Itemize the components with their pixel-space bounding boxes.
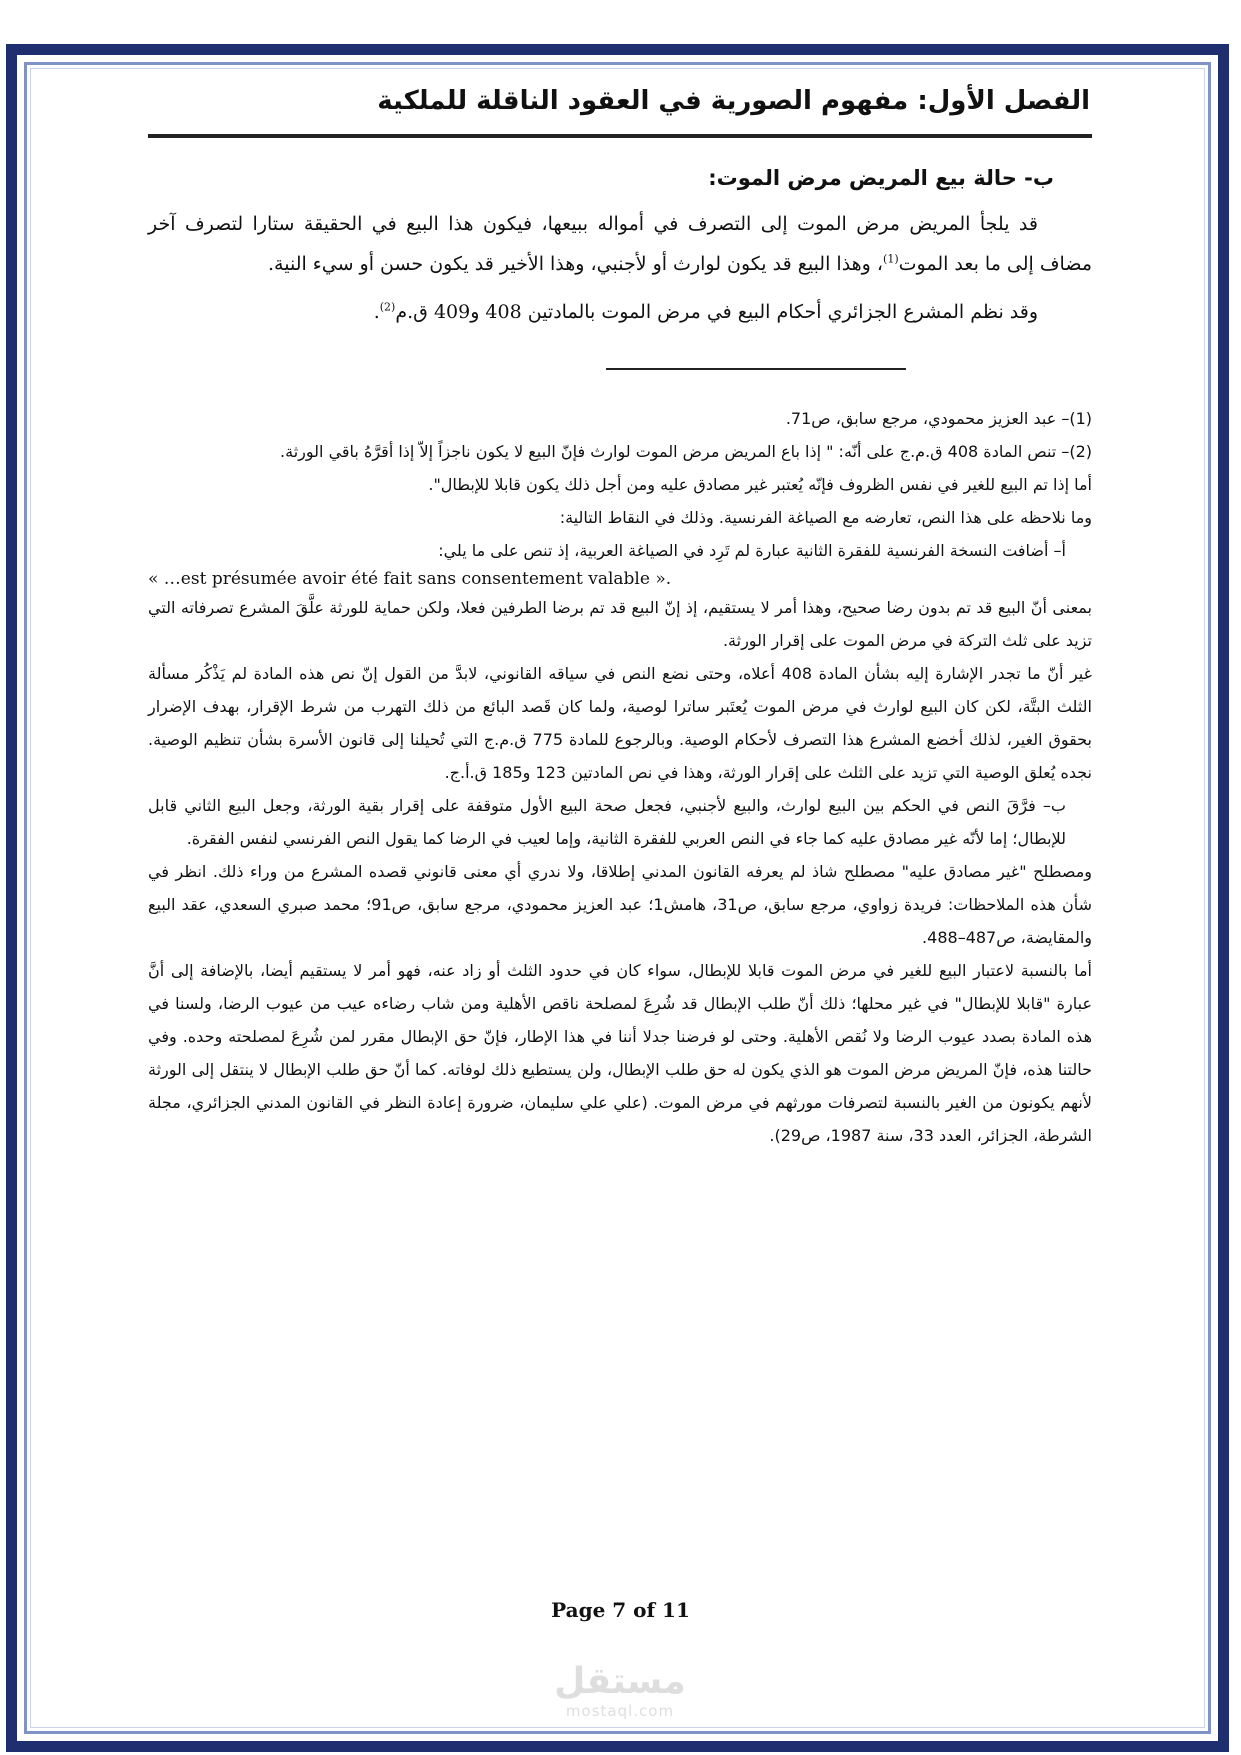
chapter-header: الفصل الأول: مفهوم الصورية في العقود الناقلة للملكية: [377, 86, 1090, 116]
section-title: ب- حالة بيع المريض مرض الموت:: [708, 166, 1054, 190]
footnote-separator: [606, 368, 906, 370]
page-content: [148, 70, 1092, 1152]
footnote-explanation: بمعنى أنّ البيع قد تم بدون رضا صحيح، وهذا أمر لا يستقيم، إذ إنّ البيع قد تم برضا الطرفين فعلا، ولكن حماية للورثة علَّقَ المشرع تصرفاته التي تزيد على ثلث التركة في مرض الموت على إقرار الورثة.: [148, 598, 1092, 650]
footnote-ref-2[interactable]: (2): [379, 300, 396, 314]
footnote-point-a: أ– أضافت النسخة الفرنسية للفقرة الثانية عبارة لم تَرِد في الصياغة العربية، إذ تنص على ما يلي:: [438, 541, 1066, 560]
footnotes: [148, 402, 1092, 1152]
header-divider: [148, 134, 1092, 138]
page-number: Page 7 of 11: [551, 1598, 690, 1622]
footnote-2: (2)– تنص المادة 408 ق.م.ج على أنّه: " إذا باع المريض مرض الموت لوارث فإنّ البيع لا يكون ناجزاً إلاّ إذا أقرَّهُ باقي الورثة.: [280, 442, 1092, 461]
french-quote: « …est présumée avoir été fait sans consentement valable ».: [148, 569, 672, 589]
footnote-point-b: ب– فرَّقَ النص في الحكم بين البيع لوارث، والبيع لأجنبي، فجعل صحة البيع الأول متوقفة على إقرار بقية الورثة، وجعل البيع الثاني قابل للإبطال؛ إما لأنّه غير مصادق عليه كما جاء في النص العربي للفقرة الثانية، وإما لعيب في الرضا كما يقول النص الفرنسي لنفس الفقرة.: [148, 796, 1066, 848]
footnote-terminology: ومصطلح "غير مصادق عليه" مصطلح شاذ لم يعرفه القانون المدني إطلاقا، ولا ندري أي معنى قانوني قصده المشرع من وراء ذلك. انظر في شأن هذه الملاحظات: فريدة زواوي، مرجع سابق، ص31، هامش1؛ عبد العزيز محمودي، مرجع سابق، ص91؛ محمد صبري السعدي، عقد البيع والمقايضة، ص487–488.: [148, 862, 1092, 947]
watermark: [540, 1662, 700, 1720]
footnote-1: (1)– عبد العزيز محمودي، مرجع سابق، ص71.: [785, 409, 1092, 428]
footnote-ref-1[interactable]: (1): [883, 252, 899, 266]
paragraph-2: وقد نظم المشرع الجزائري أحكام البيع في مرض الموت بالمادتين 408 و409 ق.م$^{(2)}$.: [373, 300, 1038, 323]
footnote-2-remark: وما نلاحظه على هذا النص، تعارضه مع الصياغة الفرنسية. وذلك في النقاط التالية:: [559, 508, 1092, 527]
watermark-url: mostaql.com: [565, 1702, 675, 1720]
footnote-2-cont: أما إذا تم البيع للغير في نفس الظروف فإنّه يُعتبر غير مصادق عليه ومن أجل ذلك يكون قابلا للإبطال".: [428, 475, 1092, 494]
watermark-logo: مستقل: [554, 1661, 686, 1702]
paragraph-1: قد يلجأ المريض مرض الموت إلى التصرف في أمواله ببيعها، فيكون هذا البيع في الحقيقة ستارا لتصرف آخر مضاف إلى ما بعد الموت$^{(1)}$، وهذا البيع قد يكون لوارث أو لأجنبي، وهذا الأخير قد يكون حسن أو سيء النية.: [148, 213, 1092, 275]
main-text: [148, 204, 1092, 332]
footnote-nullity: أما بالنسبة لاعتبار البيع للغير في مرض الموت قابلا للإبطال، سواء كان في حدود الثلث أو زاد عنه، فهو أمر لا يستقيم أيضا، بالإضافة إلى أنَّ عبارة "قابلا للإبطال" في غير محلها؛ ذلك أنّ طلب الإبطال قد شُرِعَ لمصلحة ناقص الأهلية ومن شاب رضاءه عيب من عيوب الرضا، ولسنا في هذه المادة بصدد عيوب الرضا ولا نُقص الأهلية. وحتى لو فرضنا جدلا أننا في هذا الإطار، فإنّ حق الإبطال مقرر لمن شُرِعَ لمصلحته وحده. وفي حالتنا هذه، فإنّ المريض مرض الموت هو الذي يكون له حق طلب الإبطال، ولن يستطيع ذلك لوفاته. كما أنّ حق طلب الإبطال لا ينتقل إلى الورثة لأنهم يكونون من الغير بالنسبة لتصرفات مورثهم في مرض الموت. (علي علي سليمان، ضرورة إعادة النظر في القانون المدني الجزائري، مجلة الشرطة، الجزائر، العدد 33، سنة 1987، ص29).: [148, 961, 1092, 1145]
footnote-article-408: غير أنّ ما تجدر الإشارة إليه بشأن المادة 408 أعلاه، وحتى نضع النص في سياقه القانوني، لابدَّ من القول إنّ نص هذه المادة لم يَذْكُر مسألة الثلث البتَّة، لكن كان البيع لوارث في مرض الموت يُعتَبر ساترا لوصية، ولما كان قَصد البائع من ذلك التهرب من شرط الإقرار، بهدف الإضرار بحقوق الغير، لذلك أخضع المشرع هذا التصرف لأحكام الوصية. وبالرجوع للمادة 775 ق.م.ج التي تُحيلنا إلى قانون الأسرة بشأن تنظيم الوصية. نجده يُعلق الوصية التي تزيد على الثلث على إقرار الورثة، وهذا في نص المادتين 123 و185 ق.أ.ج.: [148, 664, 1093, 782]
